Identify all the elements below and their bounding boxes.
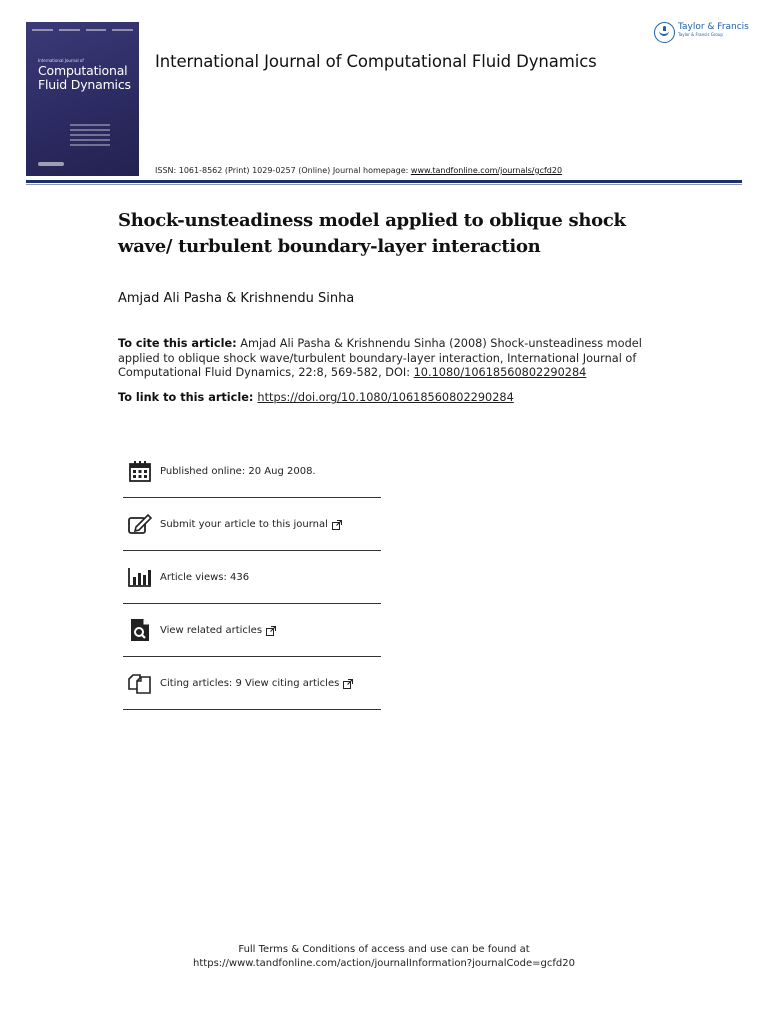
taylor-francis-logo-icon — [654, 22, 675, 43]
header-rule-thin — [26, 184, 742, 185]
article-authors: Amjad Ali Pasha & Krishnendu Sinha — [118, 291, 355, 306]
cover-text-lines — [70, 124, 110, 149]
article-meta-list — [123, 445, 381, 710]
publisher-group: Taylor & Francis Group — [678, 32, 723, 37]
external-link-icon — [332, 515, 342, 534]
article-doi-url[interactable]: https://doi.org/10.1080/10618560802290284 — [257, 391, 514, 404]
edit-icon — [127, 511, 153, 537]
publisher-logo[interactable] — [654, 22, 749, 43]
issn-text: ISSN: 1061-8562 (Print) 1029-0257 (Online) Journal homepage: — [155, 166, 411, 175]
cite-text: Amjad Ali Pasha & Krishnendu Sinha (2008) Shock-unsteadiness model applied to oblique shock wave/turbulent boundary-layer interaction, International Journal of Computational Fluid Dynamics, 22:8, 569-582, DOI: — [118, 337, 642, 379]
footer-terms — [0, 943, 768, 971]
cover-title-line2: Fluid Dynamics — [38, 77, 131, 92]
article-views-text: Article views: 436 — [160, 571, 250, 583]
submit-article-item[interactable] — [123, 498, 381, 551]
article-link-line — [118, 391, 514, 404]
header-rule — [26, 180, 742, 183]
footer-terms-link[interactable]: https://www.tandfonline.com/action/journalInformation?journalCode=gcfd20 — [193, 958, 575, 969]
doi-link[interactable]: 10.1080/10618560802290284 — [413, 366, 587, 379]
journal-title: International Journal of Computational Fluid Dynamics — [155, 52, 597, 71]
bar-chart-icon — [127, 564, 153, 590]
cover-header-lines — [32, 29, 133, 32]
published-online-item — [123, 445, 381, 498]
submit-article-link[interactable]: Submit your article to this journal — [160, 518, 328, 530]
calendar-icon — [127, 458, 153, 484]
citing-articles-link[interactable]: Citing articles: 9 View citing articles — [160, 677, 340, 689]
external-link-icon — [343, 674, 353, 693]
cover-title-line1: Computational — [38, 63, 128, 78]
article-title: Shock-unsteadiness model applied to oblique shock wave/ turbulent boundary-layer interaction — [118, 210, 626, 257]
cover-publisher-logo — [38, 162, 64, 166]
related-articles-item[interactable] — [123, 604, 381, 657]
issn-line — [155, 166, 562, 175]
document-search-icon — [127, 617, 153, 643]
cover-title — [38, 64, 131, 92]
cite-label: To cite this article: — [118, 337, 237, 350]
link-label: To link to this article: — [118, 391, 254, 404]
copy-documents-icon — [127, 670, 153, 696]
journal-homepage-link[interactable]: www.tandfonline.com/journals/gcfd20 — [410, 166, 563, 175]
journal-cover-image — [26, 22, 139, 176]
citation-block — [118, 337, 658, 381]
footer-line1: Full Terms & Conditions of access and use can be found at — [238, 944, 530, 955]
related-articles-link[interactable]: View related articles — [160, 624, 263, 636]
published-online-text: Published online: 20 Aug 2008. — [160, 465, 316, 477]
citing-articles-item[interactable] — [123, 657, 381, 710]
article-views-item — [123, 551, 381, 604]
external-link-icon — [266, 621, 276, 640]
publisher-name: Taylor & Francis — [678, 22, 749, 32]
cover-overline: International Journal of — [38, 58, 84, 63]
